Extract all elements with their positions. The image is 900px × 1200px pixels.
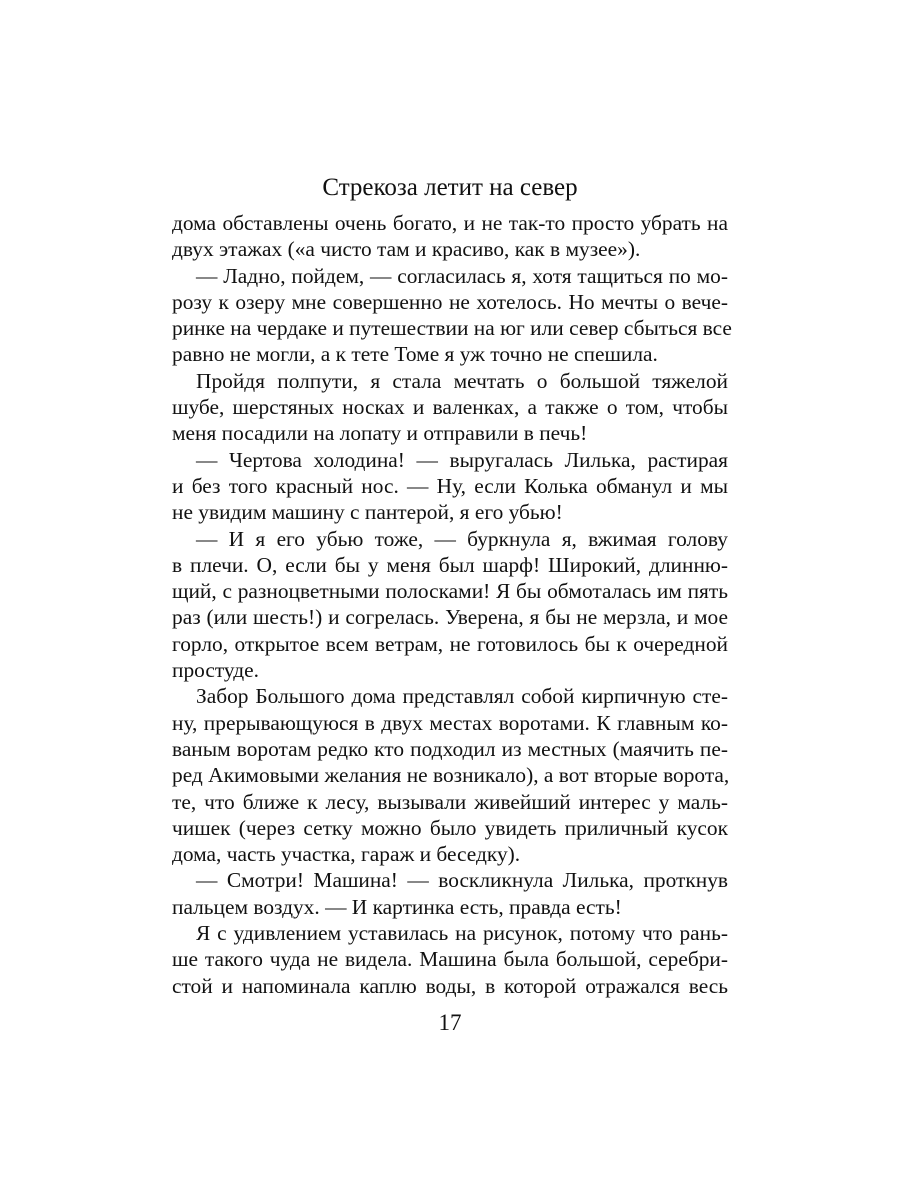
text-line: двух этажах («а чисто там и красиво, как в музее»). [172, 237, 641, 262]
text-line: ред Акимовыми желания не возникало), а вот вторые ворота, [172, 763, 730, 788]
text-line: — Смотри! Машина! — воскликнула Лилька, проткнув [196, 868, 728, 893]
text-line: ну, прерывающуюся в двух местах воротами. К главным ко- [172, 710, 728, 735]
text-line: Я с удивлением уставилась на рисунок, потому что рань- [196, 921, 728, 946]
paragraph-5 [172, 526, 728, 684]
paragraph-7 [172, 867, 728, 920]
text-line: ринке на чердаке и путешествии на юг или север сбыться все [172, 316, 732, 341]
text-line: розу к озеру мне совершенно не хотелось. Но мечты о вече- [172, 289, 728, 314]
paragraph-6 [172, 683, 728, 867]
text-line: дома, часть участка, гараж и беседку). [172, 842, 521, 867]
paragraph-1 [172, 210, 728, 263]
text-line: горло, открытое всем ветрам, не готовилось бы к очередной [172, 631, 728, 656]
paragraph-4 [172, 447, 728, 526]
paragraph-3 [172, 368, 728, 447]
text-line: Забор Большого дома представлял собой кирпичную сте- [196, 684, 728, 709]
text-line: стой и напоминала каплю воды, в которой отражался весь [172, 973, 728, 998]
paragraph-8 [172, 920, 728, 999]
text-line: щий, с разноцветными полосками! Я бы обмоталась им пять [172, 579, 728, 604]
text-line: те, что ближе к лесу, вызывали живейший интерес у маль- [172, 789, 728, 814]
text-line: чишек (через сетку можно было увидеть приличный кусок [172, 815, 728, 840]
text-line: ваным воротам редко кто подходил из местных (маячить пе- [172, 736, 728, 761]
text-line: шубе, шерстяных носках и валенках, а также о том, чтобы [172, 395, 728, 420]
text-line: — Ладно, пойдем, — согласилась я, хотя тащиться по мо- [196, 263, 728, 288]
text-line: дома обставлены очень богато, и не так-то просто убрать на [172, 211, 728, 235]
text-line: ше такого чуда не видела. Машина была большой, серебри- [172, 947, 728, 972]
text-line: в плечи. О, если бы у меня был шарф! Широкий, длинню- [172, 552, 728, 577]
text-line: — И я его убью тоже, — буркнула я, вжимая голову [196, 526, 728, 551]
paragraph-2 [172, 263, 732, 368]
text-line: и без того красный нос. — Ну, если Колька обманул и мы [172, 473, 728, 498]
text-line: Пройдя полпути, я стала мечтать о большой тяжелой [196, 368, 728, 393]
text-line: равно не могли, а к тете Томе я уж точно не спешила. [172, 342, 658, 367]
text-line: пальцем воздух. — И картинка есть, правда есть! [172, 894, 622, 919]
text-line: меня посадили на лопату и отправили в печь! [172, 421, 588, 446]
text-line: раз (или шесть!) и согрелась. Уверена, я бы не мерзла, и мое [172, 605, 728, 630]
text-line: не увидим машину с пантерой, я его убью! [172, 500, 563, 525]
page-number: 17 [438, 1010, 462, 1035]
text-line: — Чертова холодина! — выругалась Лилька, растирая [196, 447, 728, 472]
text-line: простуде. [172, 658, 260, 683]
running-header: Стрекоза летит на север [322, 174, 578, 201]
body-text [172, 210, 732, 999]
